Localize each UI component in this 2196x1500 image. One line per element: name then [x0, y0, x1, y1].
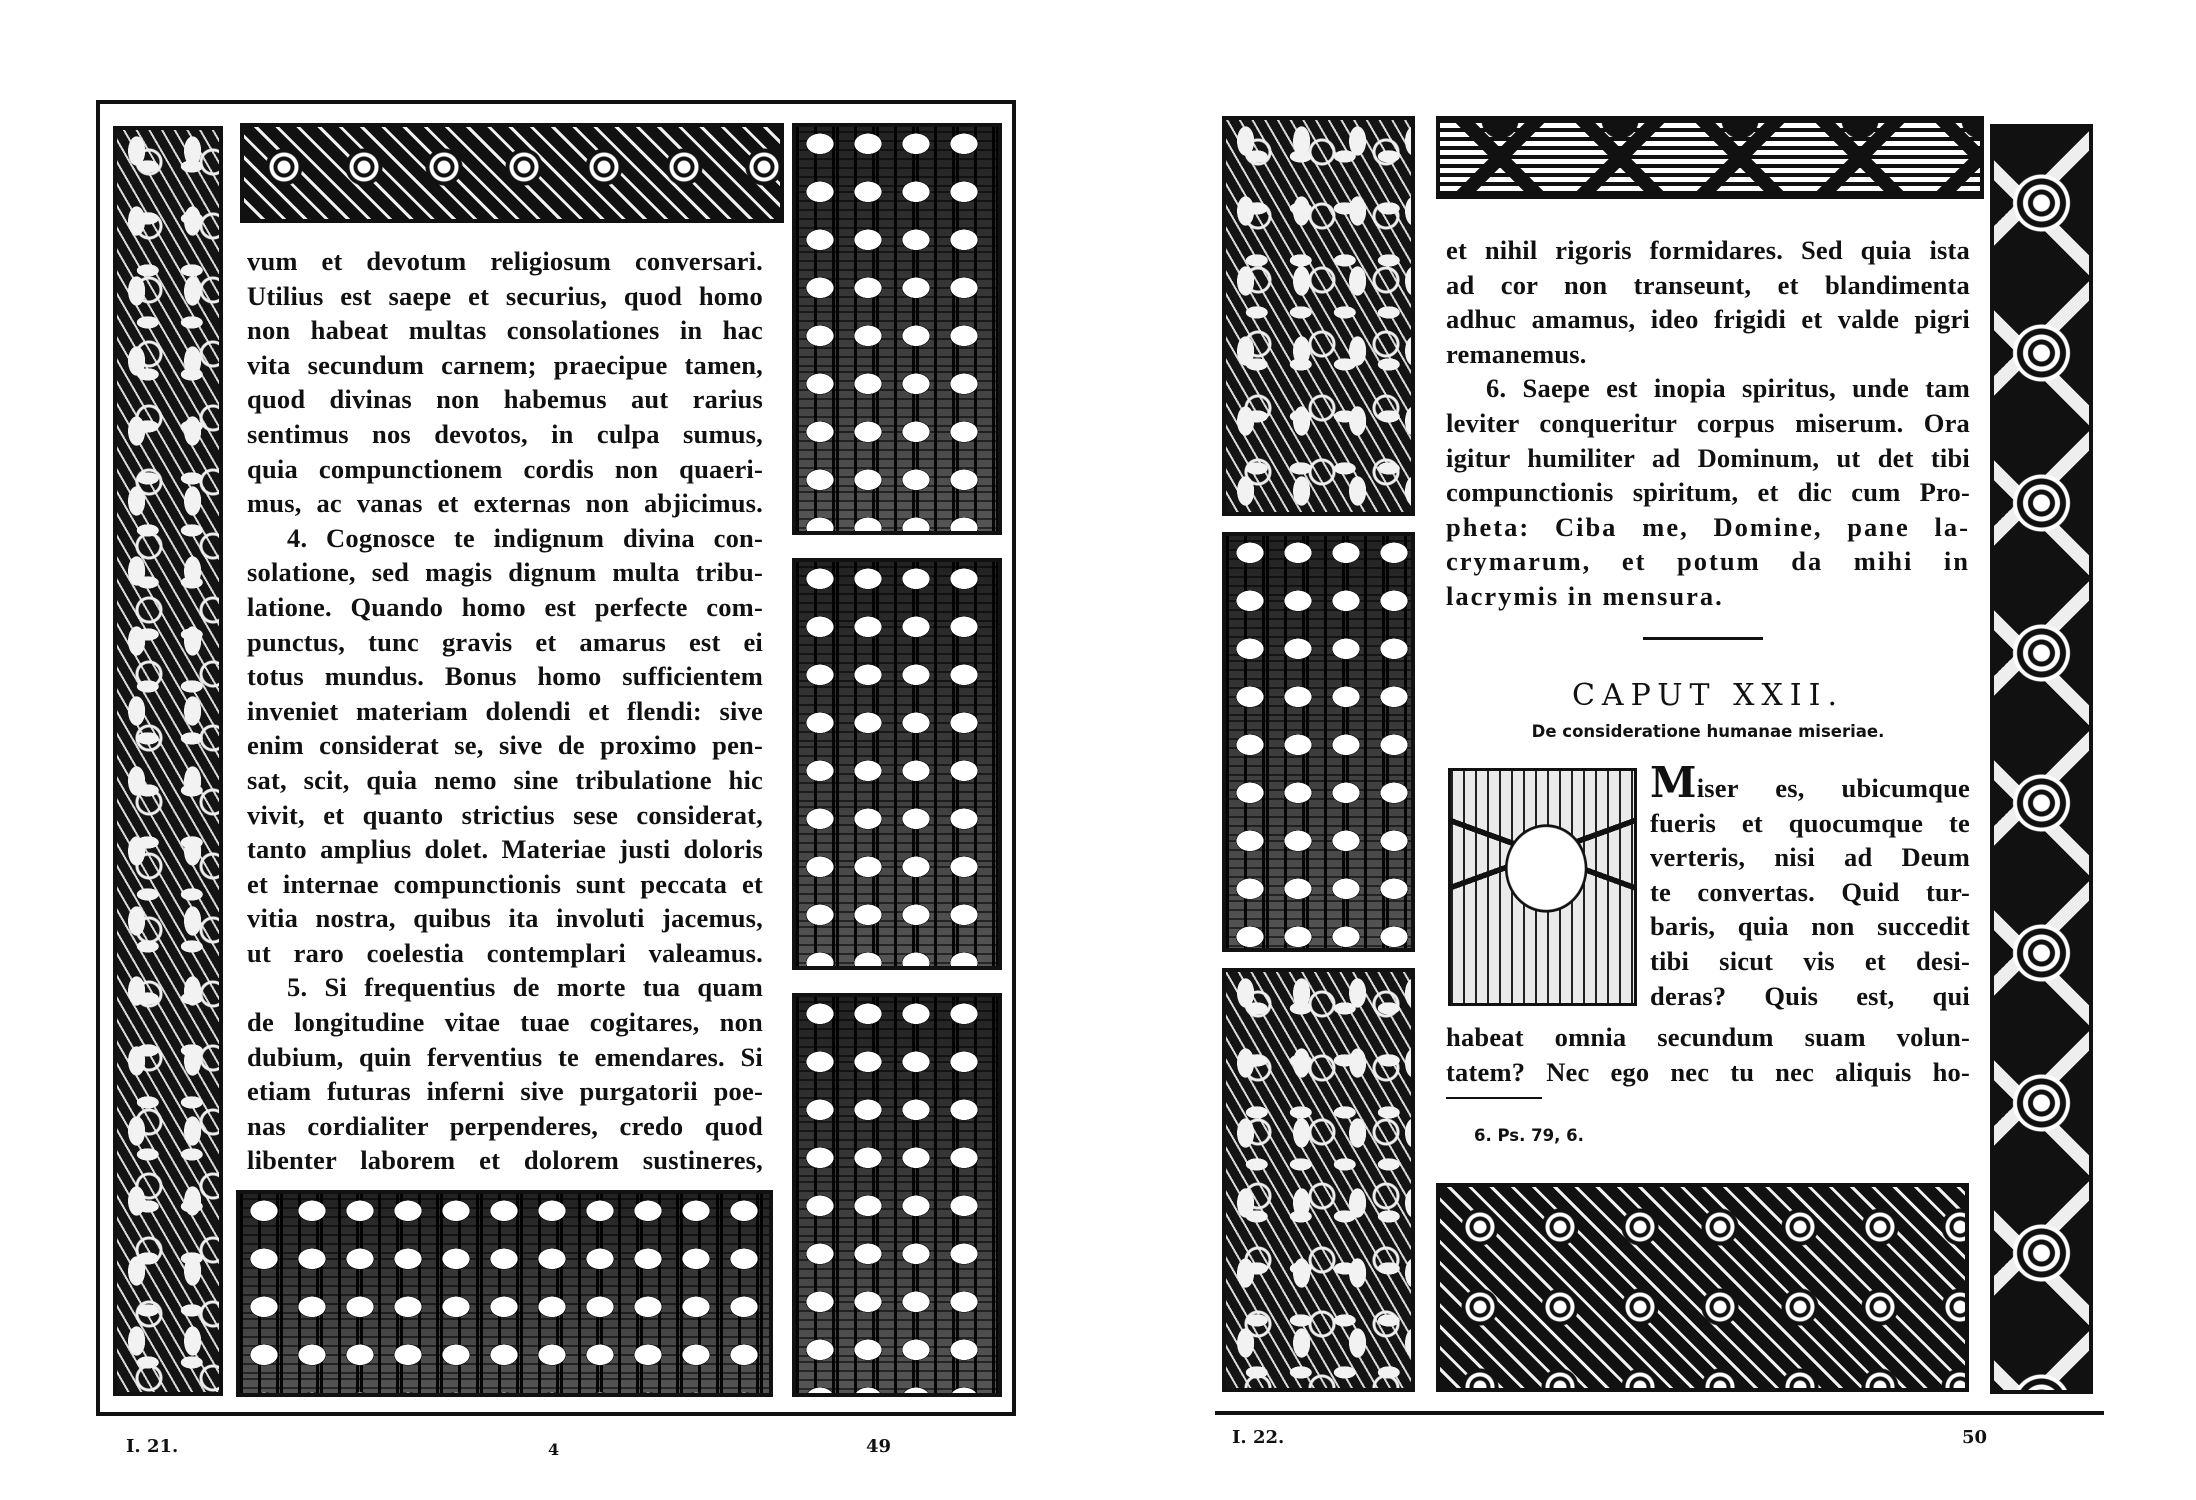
- text-line: vitia nostra, quibus ita involuti jacemus,: [247, 903, 763, 934]
- text-line: Utilius est saepe et securius, quod homo: [247, 280, 763, 311]
- text-line: vivit, et quanto strictius sese considerat,: [247, 799, 763, 830]
- text-line: fueris et quocumque te: [1650, 807, 1970, 838]
- left-folio-reference: I. 21.: [126, 1436, 179, 1457]
- text-line: inveniet materiam dolendi et flendi: sive: [247, 695, 763, 726]
- text-line: dubium, quin ferventius te emendares. Si: [247, 1041, 763, 1072]
- right-sunflower-border-ornament: [1990, 124, 2093, 1394]
- text-line: et nihil rigoris formidares. Sed quia ista: [1446, 235, 1970, 265]
- text-line: etiam futuras inferni sive purgatorii poe-: [247, 1076, 763, 1107]
- text-line: leviter conqueritur corpus miserum. Ora: [1446, 407, 1970, 438]
- text-line: de longitudine vitae tuae cogitares, non: [247, 1007, 763, 1038]
- text-line: enim considerat se, sive de proximo pen-: [247, 730, 763, 761]
- text-line: tanto amplius dolet. Materiae justi doloris: [247, 834, 763, 865]
- text-line: deras? Quis est, qui: [1650, 980, 1970, 1011]
- text-line: mus, ac vanas et externas non abjicimus.: [247, 488, 763, 519]
- text-line: nas cordialiter perpenderes, credo quod: [247, 1110, 763, 1141]
- text-line: te convertas. Quid tur-: [1650, 876, 1970, 907]
- right-body-text-bottom: [1446, 1020, 1970, 1089]
- text-line: libenter laborem et dolorem sustineres,: [247, 1145, 763, 1176]
- left-body-text: [247, 244, 763, 1178]
- chapter-subtitle: De consideratione humanae miseriae.: [1531, 722, 1885, 741]
- text-line: totus mundus. Bonus homo sufficientem: [247, 661, 763, 692]
- left-prayer-illustration: [792, 993, 1002, 1397]
- right-bottom-cherub-ornament: [1436, 1183, 1969, 1392]
- chapter-divider-rule: [1643, 637, 1763, 640]
- text-line: non habeat multas consolationes in hac: [247, 315, 763, 346]
- text-line: solatione, sed magis dignum multa tribu-: [247, 557, 763, 588]
- left-page-number: 49: [866, 1436, 892, 1457]
- left-vine-border-ornament: [113, 126, 223, 1396]
- right-body-text-top: [1446, 233, 1970, 614]
- right-page-bottom-rule: [1215, 1411, 2104, 1415]
- chapter-title: CAPUT XXII.: [1571, 678, 1845, 713]
- text-line: vita secundum carnem; praecipue tamen,: [247, 349, 763, 380]
- text-line: quia compunctionem cordis non quaeri-: [247, 453, 763, 484]
- text-line: punctus, tunc gravis et amarus est ei: [247, 626, 763, 657]
- text-line: lacrymis in mensura.: [1446, 580, 1724, 611]
- text-line: 5. Si frequentius de morte tua quam: [287, 972, 763, 1003]
- left-bottom-prodigal-illustration: [236, 1190, 773, 1397]
- right-flower-vine-ornament: [1222, 968, 1415, 1392]
- text-line: verteris, nisi ad Deum: [1650, 842, 1970, 873]
- text-line: adhuc amamus, ideo frigidi et valde pigri: [1446, 304, 1970, 335]
- text-line: tibi sicut vis et desi-: [1650, 945, 1970, 976]
- right-initial-text: [1650, 758, 1970, 1013]
- left-signature-mark: 4: [548, 1440, 560, 1459]
- text-line: baris, quia non succedit: [1650, 911, 1970, 942]
- text-line: 4. Cognosce te indignum divina con-: [287, 522, 763, 553]
- text-line: et internae compunctionis sunt peccata et: [247, 868, 763, 899]
- right-bird-ornament: [1222, 116, 1415, 516]
- text-line: sat, scit, quia nemo sine tribulatione hic: [247, 764, 763, 795]
- footnote: 6. Ps. 79, 6.: [1474, 1126, 1584, 1145]
- right-folio-reference: I. 22.: [1232, 1427, 1285, 1448]
- right-eagle-ornament: [1222, 532, 1415, 952]
- text-line: vum et devotum religiosum conversari.: [247, 246, 763, 276]
- left-scholars-illustration: [792, 558, 1002, 970]
- right-top-ornament: [1436, 116, 1984, 199]
- left-top-ornament: [240, 123, 784, 223]
- text-line: compunctionis spiritum, et dic cum Pro-: [1446, 477, 1970, 508]
- text-line: quod divinas non habemus aut rarius: [247, 384, 763, 415]
- drop-cap-letter: M: [1650, 758, 1697, 807]
- right-page-number: 50: [1962, 1427, 1988, 1448]
- text-line-segment: iser es, ubicumque: [1696, 773, 1970, 803]
- text-line: ad cor non transeunt, et blandimenta: [1446, 269, 1970, 300]
- text-line: ut raro coelestia contemplari valeamus.: [247, 937, 763, 968]
- initial-illustration-box: [1448, 768, 1637, 1006]
- text-line: habeat omnia secundum suam volun-: [1446, 1022, 1970, 1052]
- text-line: pheta: Ciba me, Domine, pane la-: [1446, 511, 1970, 542]
- text-line: igitur humiliter ad Dominum, ut det tibi: [1446, 442, 1970, 473]
- text-line: crymarum, et potum da mihi in: [1446, 546, 1970, 577]
- footnote-rule: [1446, 1097, 1542, 1099]
- text-line: latione. Quando homo est perfecte com-: [247, 591, 763, 622]
- text-line: tatem? Nec ego nec tu nec aliquis ho-: [1446, 1056, 1970, 1087]
- text-line: sentimus nos devotos, in culpa sumus,: [247, 418, 763, 449]
- text-line: [1650, 758, 1970, 807]
- text-line: 6. Saepe est inopia spiritus, unde tam: [1486, 373, 1970, 404]
- text-line: remanemus.: [1446, 338, 1587, 369]
- left-madonna-illustration: [792, 123, 1002, 535]
